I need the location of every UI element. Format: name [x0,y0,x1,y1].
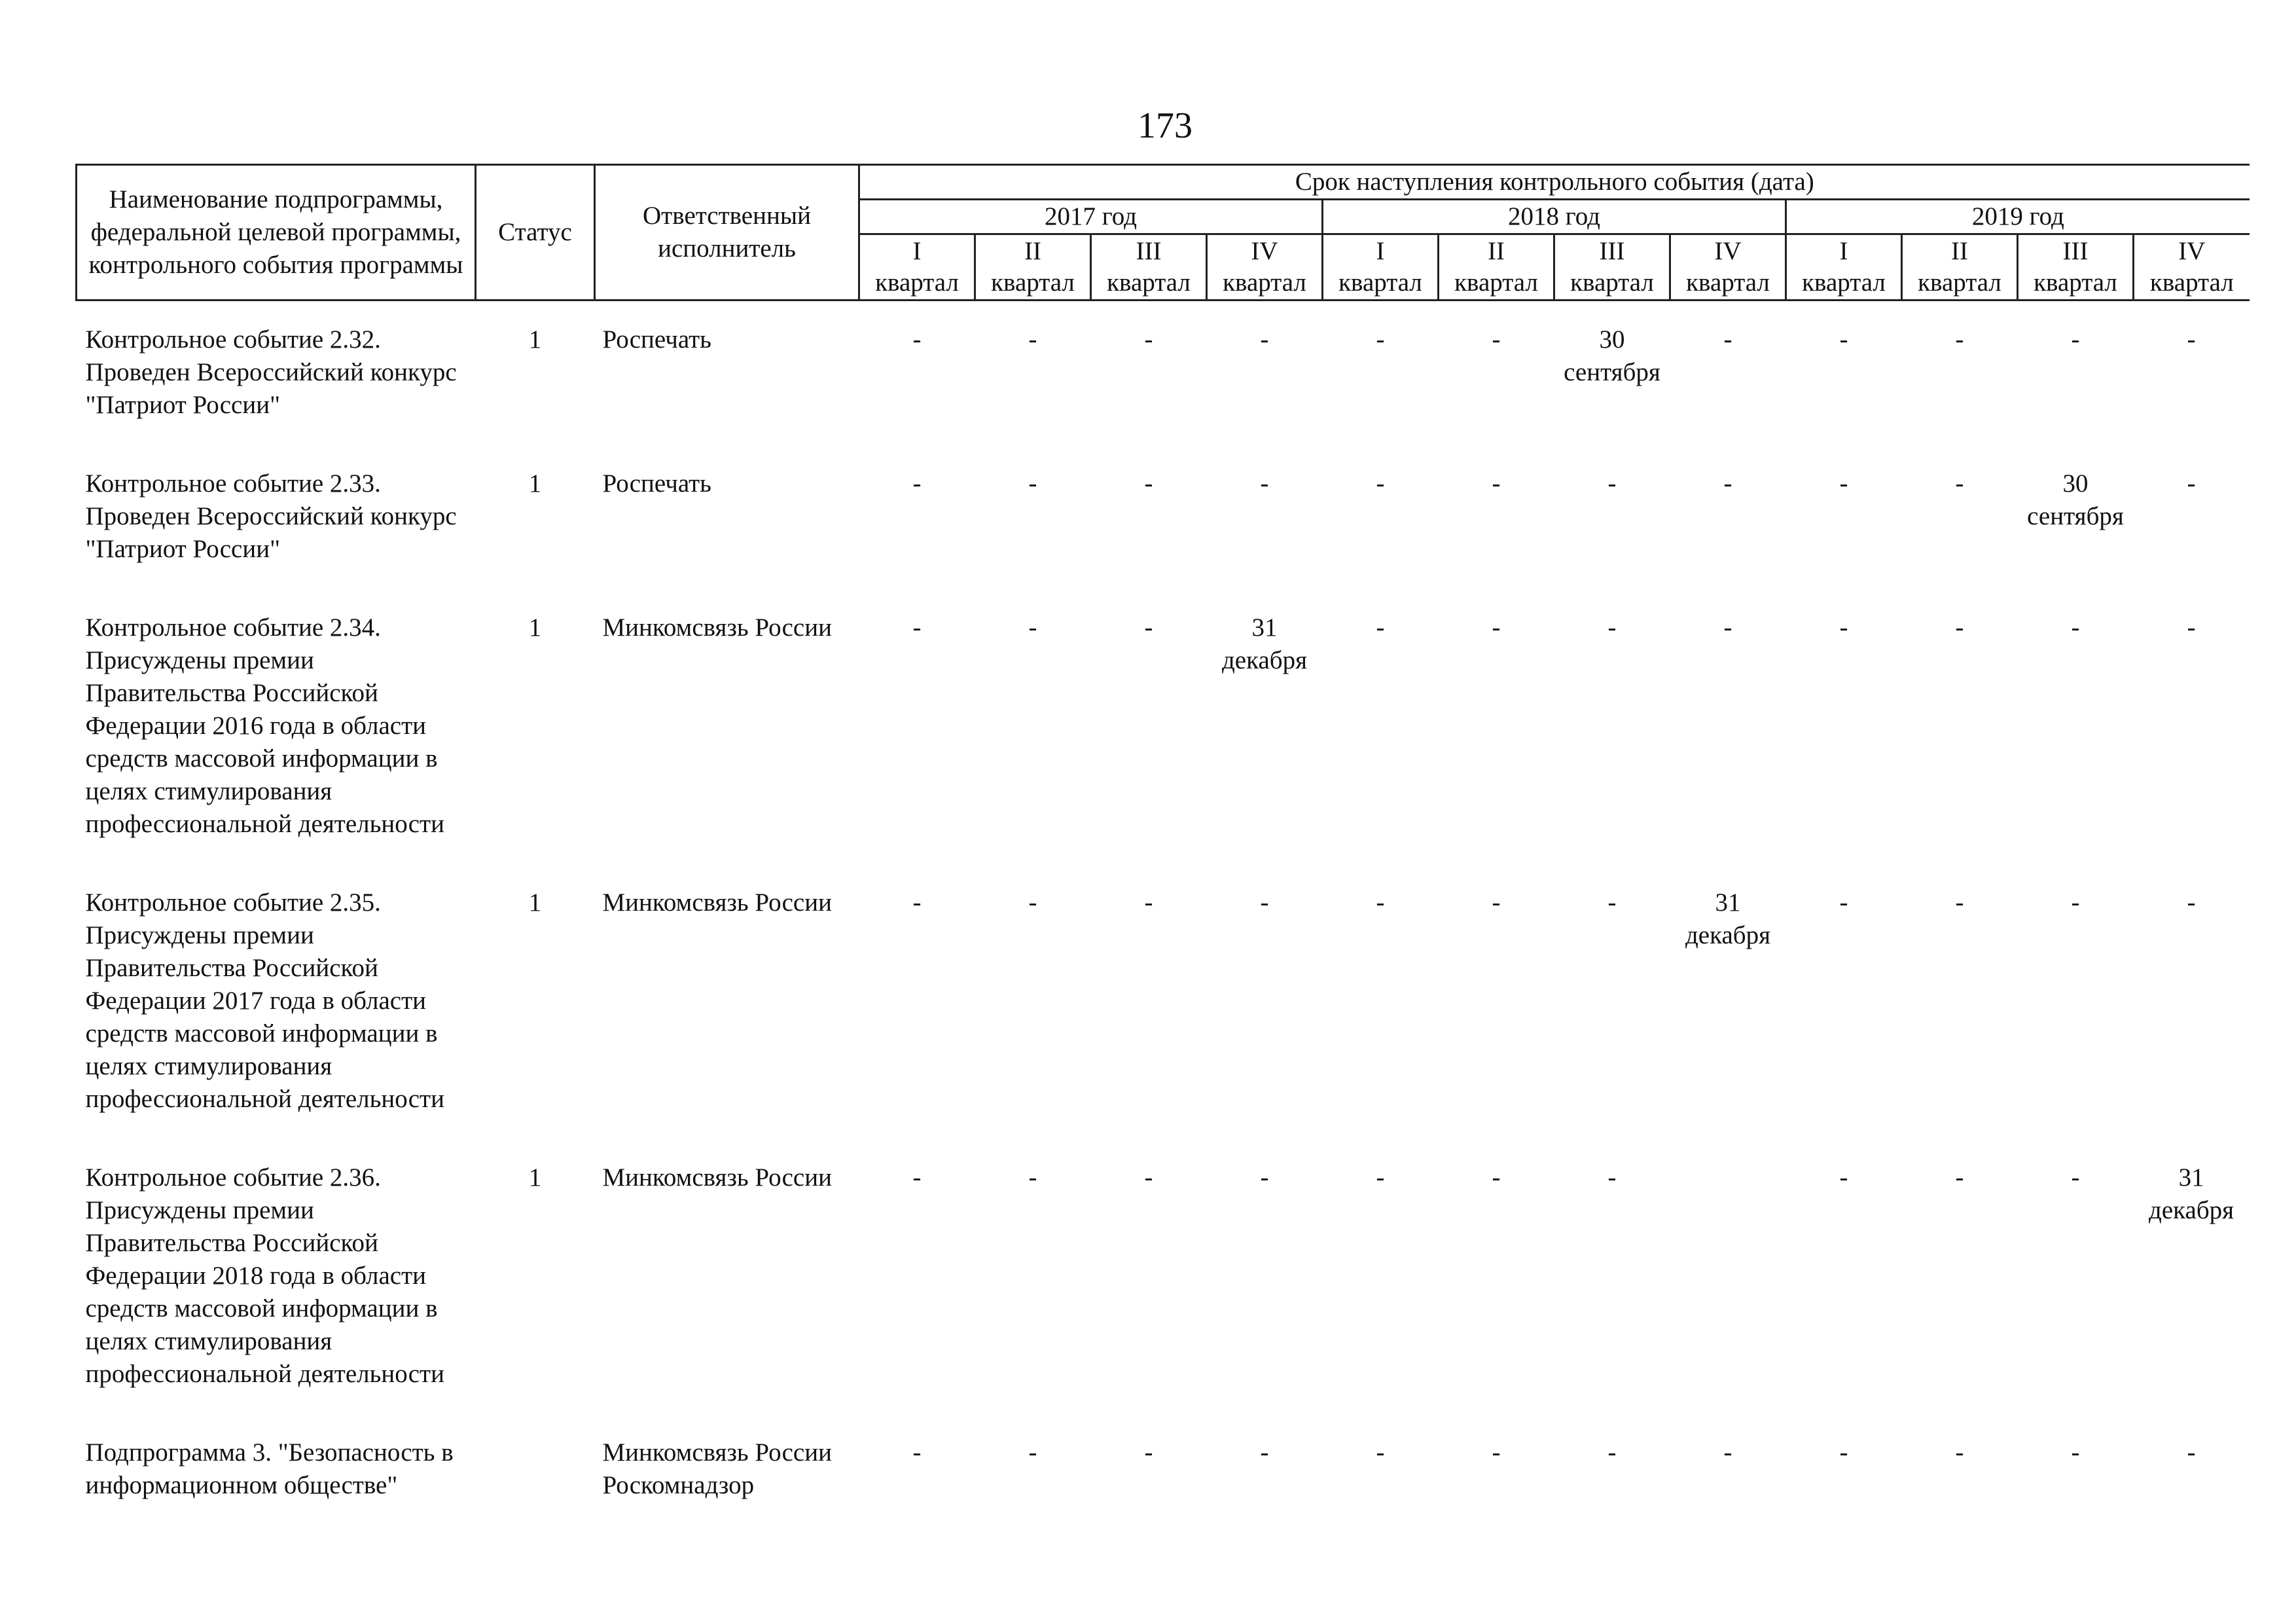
header-year-2018: 2018 год [1323,200,1786,234]
deadline-day: - [1376,1163,1385,1192]
deadline-day: - [1492,1438,1501,1467]
deadline-day: - [1492,1163,1501,1192]
quarter-cell-4 [1207,323,1323,467]
deadline-day: - [1955,1438,1964,1467]
quarter-cell-10 [1902,611,2018,886]
header-quarter-6 [1439,234,1554,301]
quarter-numeral: IV [2178,237,2206,265]
deadline-day: - [1376,888,1385,917]
quarter-cell-12 [2134,1436,2250,1548]
deadline-day: - [912,888,922,917]
deadline-day: - [1144,325,1153,354]
quarter-numeral: I [1839,237,1848,265]
quarter-numeral: IV [1251,237,1278,265]
quarter-cell-10 [1902,467,2018,611]
header-quarter-2 [975,234,1091,301]
deadline-day: - [1144,888,1153,917]
quarter-cell-8 [1670,1436,1786,1548]
table-row [77,323,2250,467]
header-quarter-11 [2018,234,2134,301]
quarter-cell-3 [1091,1436,1207,1548]
quarter-word: квартал [991,268,1075,297]
deadline-day: - [1376,613,1385,642]
quarter-cell-6 [1439,467,1554,611]
quarter-cell-2 [975,1161,1091,1436]
deadline-day: - [1839,1438,1848,1467]
deadline-month: декабря [1685,921,1771,949]
quarter-cell-7 [1554,1436,1670,1548]
event-status: 1 [528,888,542,917]
quarter-cell-10 [1902,886,2018,1161]
header-status-column: Статус [476,165,595,301]
quarter-cell-7 [1554,1161,1670,1436]
table-row [77,611,2250,886]
deadline-day: - [1028,469,1037,498]
event-name: Контрольное событие 2.36. Присуждены премии Правительства Российской Федерации 2018 года в области средств массовой информации в целях стимулирования профессиональной деятельности [85,1163,444,1388]
event-status [476,1436,595,1548]
deadline-day: - [1028,325,1037,354]
quarter-cell-10 [1902,1436,2018,1548]
deadline-day: - [2071,1438,2080,1467]
header-year-2019: 2019 год [1786,200,2250,234]
quarter-numeral: II [1951,237,1968,265]
quarter-cell-7 [1554,886,1670,1161]
quarter-cell-12 [2134,467,2250,611]
deadline-day: - [2071,888,2080,917]
deadline-day: - [1144,1163,1153,1192]
deadline-day: - [1723,1438,1732,1467]
event-status: 1 [528,325,542,354]
event-status: 1 [528,1163,542,1192]
table-row [77,467,2250,611]
quarter-cell-9 [1786,1161,1902,1436]
deadline-day: - [1723,469,1732,498]
deadline-day: - [1607,888,1617,917]
deadline-day: - [1839,613,1848,642]
deadline-day: - [1376,469,1385,498]
deadline-day: - [2071,613,2080,642]
quarter-cell-12 [2134,886,2250,1161]
event-executor: Роспечать [602,325,711,354]
header-quarter-10 [1902,234,2018,301]
header-executor-column: Ответственный исполнитель [595,165,859,301]
quarter-cell-12 [2134,1161,2250,1436]
deadline-day: - [1955,469,1964,498]
quarter-cell-8 [1670,467,1786,611]
quarter-cell-9 [1786,467,1902,611]
quarter-cell-7 [1554,467,1670,611]
deadline-day: - [1260,1163,1269,1192]
quarter-cell-9 [1786,323,1902,467]
event-name: Контрольное событие 2.34. Присуждены премии Правительства Российской Федерации 2016 года в области средств массовой информации в целях стимулирования профессиональной деятельности [85,613,444,838]
deadline-day: - [1723,613,1732,642]
event-executor: Минкомсвязь России [602,888,832,917]
quarter-numeral: I [912,237,922,265]
quarter-cell-6 [1439,611,1554,886]
deadline-day: - [1492,613,1501,642]
table-row [77,1436,2250,1548]
quarter-cell-9 [1786,611,1902,886]
quarter-cell-2 [975,1436,1091,1548]
deadline-day: - [1492,469,1501,498]
quarter-cell-11 [2018,323,2134,467]
deadline-day: - [1607,1438,1617,1467]
quarter-cell-8 [1670,323,1786,467]
quarter-cell-2 [975,611,1091,886]
deadline-day: - [1260,1438,1269,1467]
quarter-word: квартал [1686,268,1770,297]
header-quarter-12 [2134,234,2250,301]
quarter-cell-4 [1207,1161,1323,1436]
deadline-day: 31 [2178,1163,2204,1192]
deadline-day: - [2071,325,2080,354]
deadline-day: - [1028,613,1037,642]
quarter-numeral: II [1488,237,1505,265]
quarter-cell-5 [1323,1161,1439,1436]
page-number: 173 [1138,105,1193,146]
deadline-day: - [912,469,922,498]
deadline-day: - [1260,888,1269,917]
quarter-word: квартал [2149,268,2234,297]
deadline-day: - [1376,1438,1385,1467]
deadline-day: - [912,1438,922,1467]
quarter-cell-11 [2018,1161,2134,1436]
header-year-2017: 2017 год [859,200,1323,234]
quarter-cell-5 [1323,1436,1439,1548]
deadline-month: сентября [1564,358,1660,386]
quarter-cell-2 [975,467,1091,611]
quarter-cell-8 [1670,1161,1786,1436]
deadline-day: - [2187,888,2196,917]
quarter-word: квартал [1570,268,1654,297]
deadline-day: - [1607,469,1617,498]
event-status: 1 [528,613,542,642]
quarter-cell-3 [1091,611,1207,886]
quarter-cell-11 [2018,1436,2134,1548]
quarter-cell-5 [1323,467,1439,611]
deadline-day: - [1839,325,1848,354]
header-quarter-8 [1670,234,1786,301]
header-quarter-7 [1554,234,1670,301]
quarter-cell-6 [1439,886,1554,1161]
header-quarter-9 [1786,234,1902,301]
deadline-day: - [1839,469,1848,498]
quarter-cell-5 [1323,611,1439,886]
quarter-cell-1 [859,886,975,1161]
quarter-cell-2 [975,886,1091,1161]
deadline-day: - [1376,325,1385,354]
quarter-cell-3 [1091,1161,1207,1436]
header-quarter-1 [859,234,975,301]
table-row [77,1161,2250,1436]
quarter-cell-4 [1207,611,1323,886]
deadline-day: 30 [1599,325,1625,354]
table-row [77,886,2250,1161]
quarter-cell-5 [1323,323,1439,467]
event-executor: Минкомсвязь России [602,1163,832,1192]
header-quarter-5 [1323,234,1439,301]
deadline-day: - [1144,469,1153,498]
quarter-word: квартал [1223,268,1306,297]
deadline-day: - [1723,325,1732,354]
event-name: Контрольное событие 2.33. Проведен Всероссийский конкурс "Патриот России" [85,469,457,563]
event-executor: Роспечать [602,469,711,498]
quarter-numeral: III [1599,237,1625,265]
deadline-day: - [2071,1163,2080,1192]
deadline-day: - [1955,1163,1964,1192]
deadline-day: - [1260,325,1269,354]
deadline-day: - [1028,1438,1037,1467]
quarter-cell-4 [1207,1436,1323,1548]
deadline-month: декабря [1221,646,1308,674]
quarter-cell-1 [859,611,975,886]
header-name-column: Наименование подпрограммы, федеральной целевой программы, контрольного события программы [77,165,476,301]
quarter-cell-11 [2018,611,2134,886]
quarter-cell-3 [1091,886,1207,1161]
deadline-day: - [2187,1438,2196,1467]
quarter-cell-3 [1091,467,1207,611]
table-header [77,165,2250,301]
quarter-cell-12 [2134,611,2250,886]
deadline-day: 30 [2062,469,2089,498]
quarter-cell-10 [1902,1161,2018,1436]
quarter-cell-5 [1323,886,1439,1161]
quarter-cell-12 [2134,323,2250,467]
header-deadline-column: Срок наступления контрольного события (дата) [859,165,2250,200]
deadline-day: - [1955,613,1964,642]
quarter-numeral: IV [1714,237,1742,265]
header-quarter-4 [1207,234,1323,301]
deadline-day: - [1839,1163,1848,1192]
header-quarter-3 [1091,234,1207,301]
quarter-numeral: I [1376,237,1385,265]
quarter-cell-11 [2018,467,2134,611]
event-name: Контрольное событие 2.35. Присуждены премии Правительства Российской Федерации 2017 года в области средств массовой информации в целях стимулирования профессиональной деятельности [85,888,444,1113]
deadline-day: 31 [1715,888,1741,917]
quarter-cell-4 [1207,467,1323,611]
quarter-cell-6 [1439,323,1554,467]
quarter-word: квартал [1107,268,1191,297]
quarter-cell-4 [1207,886,1323,1161]
quarter-cell-1 [859,467,975,611]
quarter-cell-7 [1554,611,1670,886]
deadline-day: - [912,1163,922,1192]
quarter-cell-7 [1554,323,1670,467]
deadline-day: - [1260,469,1269,498]
deadline-month: декабря [2149,1196,2234,1224]
quarter-word: квартал [1454,268,1538,297]
deadline-day: - [1839,888,1848,917]
control-events-table [75,164,2250,1548]
quarter-cell-8 [1670,886,1786,1161]
event-name: Подпрограмма 3. "Безопасность в информационном обществе" [85,1438,454,1499]
deadline-month: сентября [2027,502,2124,530]
deadline-day: - [912,325,922,354]
quarter-cell-6 [1439,1161,1554,1436]
quarter-cell-6 [1439,1436,1554,1548]
deadline-day: - [1028,888,1037,917]
event-status: 1 [528,469,542,498]
quarter-word: квартал [1918,268,2001,297]
deadline-day: - [1492,325,1501,354]
quarter-numeral: II [1024,237,1041,265]
event-executor: Минкомсвязь России [602,613,832,642]
deadline-day: - [1607,1163,1617,1192]
quarter-word: квартал [1802,268,1886,297]
quarter-numeral: III [2062,237,2089,265]
quarter-cell-1 [859,323,975,467]
quarter-cell-11 [2018,886,2134,1161]
quarter-cell-1 [859,1436,975,1548]
quarter-cell-9 [1786,1436,1902,1548]
deadline-day: - [1492,888,1501,917]
deadline-day: - [2187,325,2196,354]
deadline-day: 31 [1251,613,1278,642]
deadline-day: - [2187,613,2196,642]
quarter-numeral: III [1136,237,1162,265]
quarter-cell-10 [1902,323,2018,467]
deadline-day: - [1028,1163,1037,1192]
quarter-cell-3 [1091,323,1207,467]
deadline-day: - [1607,613,1617,642]
quarter-word: квартал [875,268,959,297]
quarter-cell-9 [1786,886,1902,1161]
table-body [77,301,2250,1548]
deadline-day: - [1144,613,1153,642]
quarter-cell-2 [975,323,1091,467]
event-executor: Минкомсвязь России Роскомнадзор [602,1438,832,1499]
deadline-day: - [2187,469,2196,498]
quarter-word: квартал [1338,268,1422,297]
quarter-word: квартал [2034,268,2117,297]
deadline-day: - [1955,888,1964,917]
deadline-day: - [1955,325,1964,354]
deadline-day: - [1144,1438,1153,1467]
quarter-cell-8 [1670,611,1786,886]
quarter-cell-1 [859,1161,975,1436]
event-name: Контрольное событие 2.32. Проведен Всероссийский конкурс "Патриот России" [85,325,457,419]
deadline-day: - [912,613,922,642]
